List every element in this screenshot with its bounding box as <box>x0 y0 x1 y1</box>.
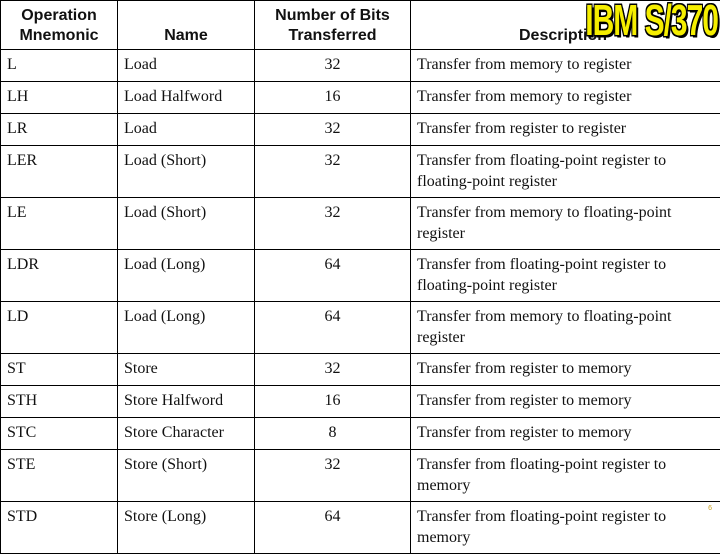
cell-bits: 32 <box>255 50 411 82</box>
cell-name: Load <box>118 50 255 82</box>
table-row <box>1 450 720 502</box>
cell-mnemonic: STH <box>1 386 118 418</box>
cell-bits: 32 <box>255 146 411 198</box>
cell-mnemonic: LD <box>1 302 118 354</box>
cell-mnemonic: ST <box>1 354 118 386</box>
cell-mnemonic: L <box>1 50 118 82</box>
cell-name: Store (Short) <box>118 450 255 502</box>
table-row <box>1 146 720 198</box>
cell-bits: 32 <box>255 354 411 386</box>
cell-bits: 64 <box>255 250 411 302</box>
cell-mnemonic: LH <box>1 82 118 114</box>
cell-bits: 32 <box>255 114 411 146</box>
header-mnemonic: Operation Mnemonic <box>1 1 118 50</box>
cell-description: Transfer from memory to floating-point register <box>411 198 720 250</box>
cell-name: Store Character <box>118 418 255 450</box>
cell-description: Transfer from register to memory <box>411 418 720 450</box>
cell-name: Load (Short) <box>118 146 255 198</box>
table-row <box>1 82 720 114</box>
cell-name: Store Halfword <box>118 386 255 418</box>
table-row <box>1 114 720 146</box>
cell-name: Load (Long) <box>118 250 255 302</box>
cell-name: Load (Long) <box>118 302 255 354</box>
cell-name: Store (Long) <box>118 502 255 554</box>
table-row <box>1 250 720 302</box>
table-row <box>1 198 720 250</box>
table-row <box>1 50 720 82</box>
cell-description: Transfer from floating-point register to floating-point register <box>411 146 720 198</box>
cell-description: Transfer from memory to floating-point register <box>411 302 720 354</box>
header-bits: Number of Bits Transferred <box>255 1 411 50</box>
cell-description: Transfer from memory to register <box>411 50 720 82</box>
cell-name: Load <box>118 114 255 146</box>
header-description: Description <box>411 1 720 50</box>
cell-mnemonic: STC <box>1 418 118 450</box>
table-row <box>1 302 720 354</box>
cell-bits: 16 <box>255 386 411 418</box>
page-number: 6 <box>708 505 712 512</box>
table-row <box>1 418 720 450</box>
cell-mnemonic: STE <box>1 450 118 502</box>
cell-name: Store <box>118 354 255 386</box>
cell-description: Transfer from register to memory <box>411 386 720 418</box>
cell-description: Transfer from floating-point register to memory <box>411 502 720 554</box>
cell-mnemonic: LDR <box>1 250 118 302</box>
ibm-s370-logo: IBM S/370 <box>585 0 718 44</box>
cell-description: Transfer from memory to register <box>411 82 720 114</box>
table-row <box>1 502 720 554</box>
cell-mnemonic: LR <box>1 114 118 146</box>
table-row <box>1 354 720 386</box>
cell-bits: 16 <box>255 82 411 114</box>
cell-name: Load (Short) <box>118 198 255 250</box>
cell-description: Transfer from floating-point register to floating-point register <box>411 250 720 302</box>
cell-mnemonic: LE <box>1 198 118 250</box>
cell-name: Load Halfword <box>118 82 255 114</box>
cell-mnemonic: STD <box>1 502 118 554</box>
cell-bits: 8 <box>255 418 411 450</box>
cell-mnemonic: LER <box>1 146 118 198</box>
table-body <box>1 50 720 554</box>
header-name: Name <box>118 1 255 50</box>
cell-description: Transfer from floating-point register to memory <box>411 450 720 502</box>
cell-bits: 32 <box>255 450 411 502</box>
table-row <box>1 386 720 418</box>
cell-description: Transfer from register to register <box>411 114 720 146</box>
cell-description: Transfer from register to memory <box>411 354 720 386</box>
cell-bits: 32 <box>255 198 411 250</box>
cell-bits: 64 <box>255 302 411 354</box>
cell-bits: 64 <box>255 502 411 554</box>
